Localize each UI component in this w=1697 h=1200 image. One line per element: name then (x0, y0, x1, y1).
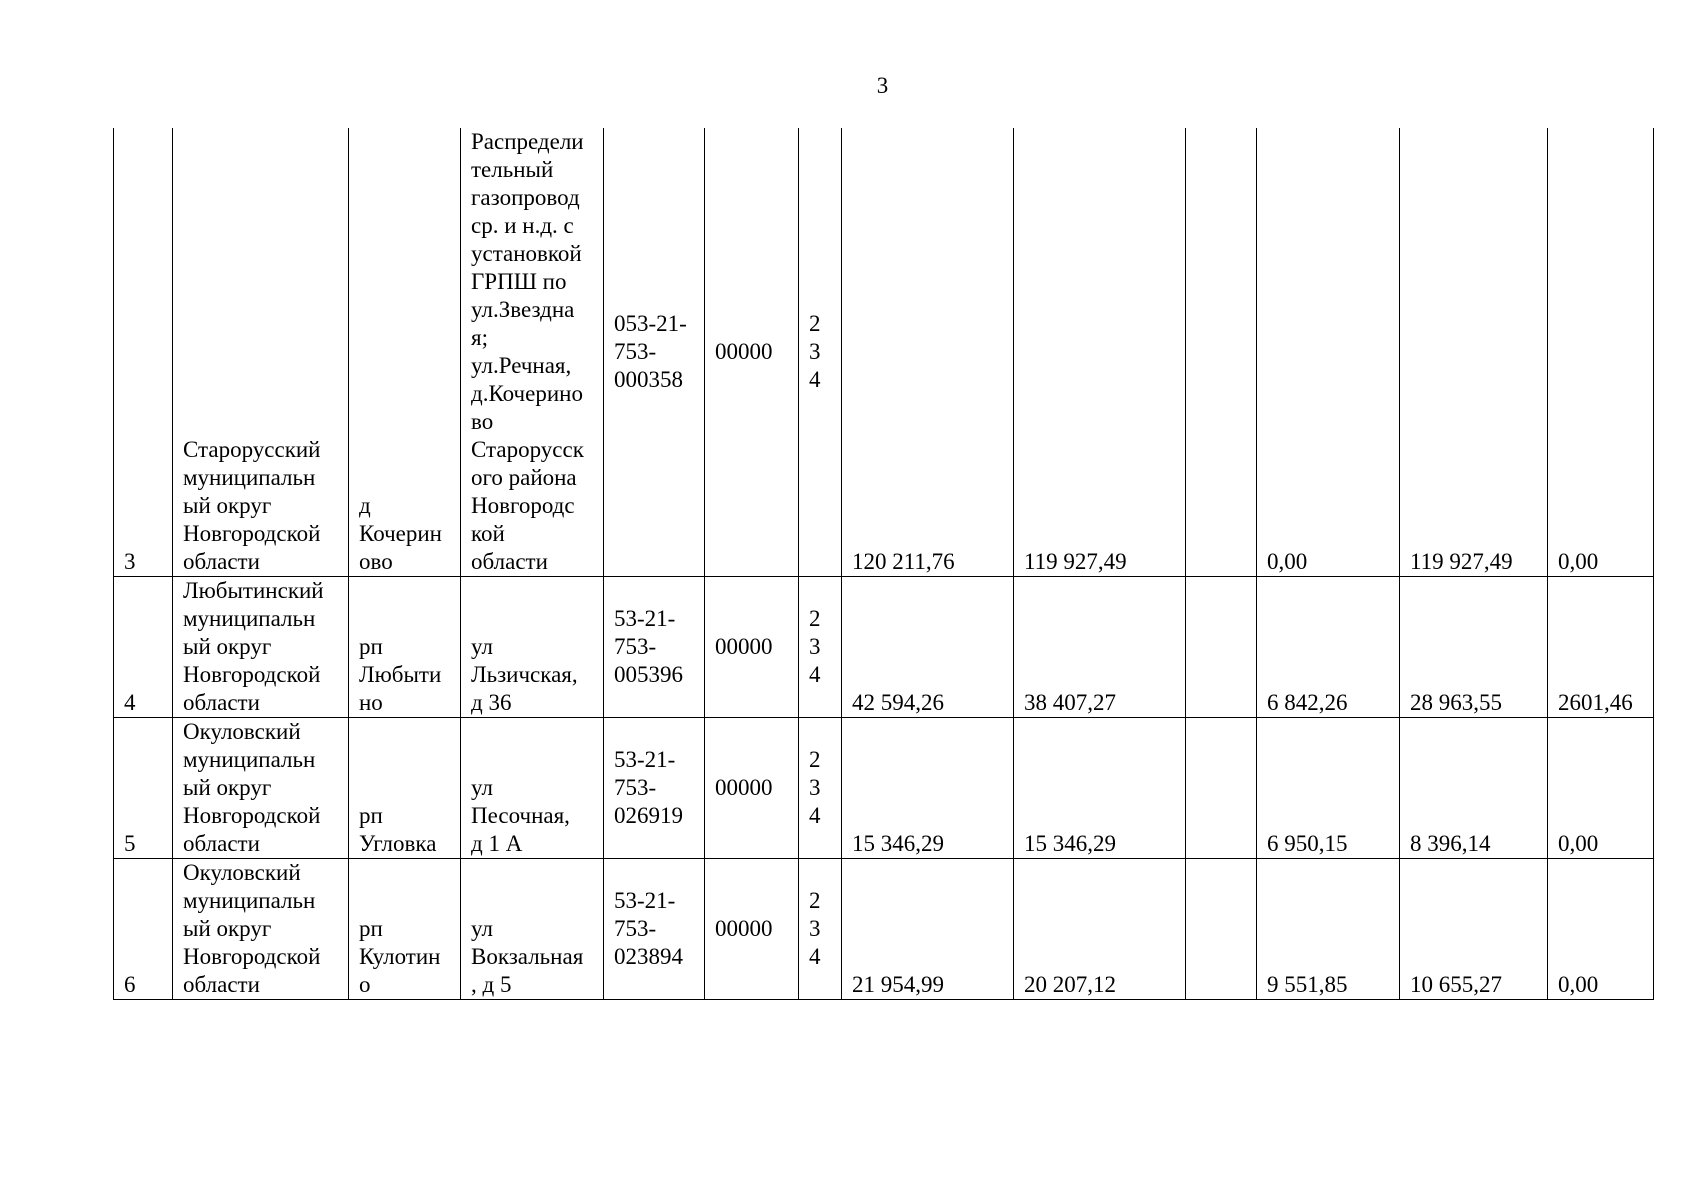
table-row (114, 859, 1654, 1000)
district-cell: Окуловский муниципальн ый округ Новгородской области (173, 859, 349, 1000)
amount-total-cell: 15 346,29 (842, 718, 1014, 859)
oktmo-cell: 00000 (705, 577, 799, 718)
amount-part-a-cell: 9 551,85 (1257, 859, 1400, 1000)
amount-approved-cell: 20 207,12 (1014, 859, 1186, 1000)
oktmo-cell: 00000 (705, 859, 799, 1000)
amount-empty-cell (1186, 577, 1257, 718)
page-number: 3 (876, 73, 889, 98)
locality-cell: рп Угловка (349, 718, 461, 859)
address-cell: Распредели тельный газопровод ср. и н.д. с установкой ГРПШ по ул.Звездна я; ул.Речная, д.Кочерино во Старорусск ого района Новгородс кой области (461, 128, 604, 577)
amount-approved-cell: 119 927,49 (1014, 128, 1186, 577)
amount-remainder-cell: 0,00 (1548, 859, 1654, 1000)
amount-remainder-cell: 0,00 (1548, 128, 1654, 577)
district-cell: Любытинский муниципальн ый округ Новгородской области (173, 577, 349, 718)
amount-part-b-cell: 119 927,49 (1400, 128, 1548, 577)
row-number-cell: 4 (114, 577, 173, 718)
amount-total-cell: 120 211,76 (842, 128, 1014, 577)
object-code-cell: 53-21- 753- 023894 (604, 859, 705, 1000)
object-code-cell: 053-21- 753- 000358 (604, 128, 705, 577)
amount-part-b-cell: 10 655,27 (1400, 859, 1548, 1000)
digit-code-cell: 2 3 4 (799, 577, 842, 718)
address-cell: ул Льзичская, д 36 (461, 577, 604, 718)
table-row (114, 718, 1654, 859)
amount-empty-cell (1186, 128, 1257, 577)
oktmo-cell: 00000 (705, 718, 799, 859)
amount-part-a-cell: 6 842,26 (1257, 577, 1400, 718)
register-table (113, 128, 1654, 1000)
amount-part-b-cell: 8 396,14 (1400, 718, 1548, 859)
address-cell: ул Вокзальная , д 5 (461, 859, 604, 1000)
address-cell: ул Песочная, д 1 А (461, 718, 604, 859)
row-number-cell: 3 (114, 128, 173, 577)
oktmo-cell: 00000 (705, 128, 799, 577)
locality-cell: рп Кулотин о (349, 859, 461, 1000)
locality-cell: д Кочерин ово (349, 128, 461, 577)
district-cell: Старорусский муниципальн ый округ Новгородской области (173, 128, 349, 577)
district-cell: Окуловский муниципальн ый округ Новгородской области (173, 718, 349, 859)
table-row (114, 577, 1654, 718)
amount-empty-cell (1186, 718, 1257, 859)
object-code-cell: 53-21- 753- 005396 (604, 577, 705, 718)
row-number-cell: 5 (114, 718, 173, 859)
digit-code-cell: 2 3 4 (799, 859, 842, 1000)
amount-part-a-cell: 6 950,15 (1257, 718, 1400, 859)
digit-code-cell: 2 3 4 (799, 718, 842, 859)
amount-approved-cell: 38 407,27 (1014, 577, 1186, 718)
digit-code-cell: 2 3 4 (799, 128, 842, 577)
object-code-cell: 53-21- 753- 026919 (604, 718, 705, 859)
row-number-cell: 6 (114, 859, 173, 1000)
amount-part-a-cell: 0,00 (1257, 128, 1400, 577)
table-row (114, 128, 1654, 577)
amount-empty-cell (1186, 859, 1257, 1000)
amount-approved-cell: 15 346,29 (1014, 718, 1186, 859)
amount-remainder-cell: 2601,46 (1548, 577, 1654, 718)
amount-total-cell: 21 954,99 (842, 859, 1014, 1000)
amount-remainder-cell: 0,00 (1548, 718, 1654, 859)
amount-total-cell: 42 594,26 (842, 577, 1014, 718)
locality-cell: рп Любыти но (349, 577, 461, 718)
amount-part-b-cell: 28 963,55 (1400, 577, 1548, 718)
